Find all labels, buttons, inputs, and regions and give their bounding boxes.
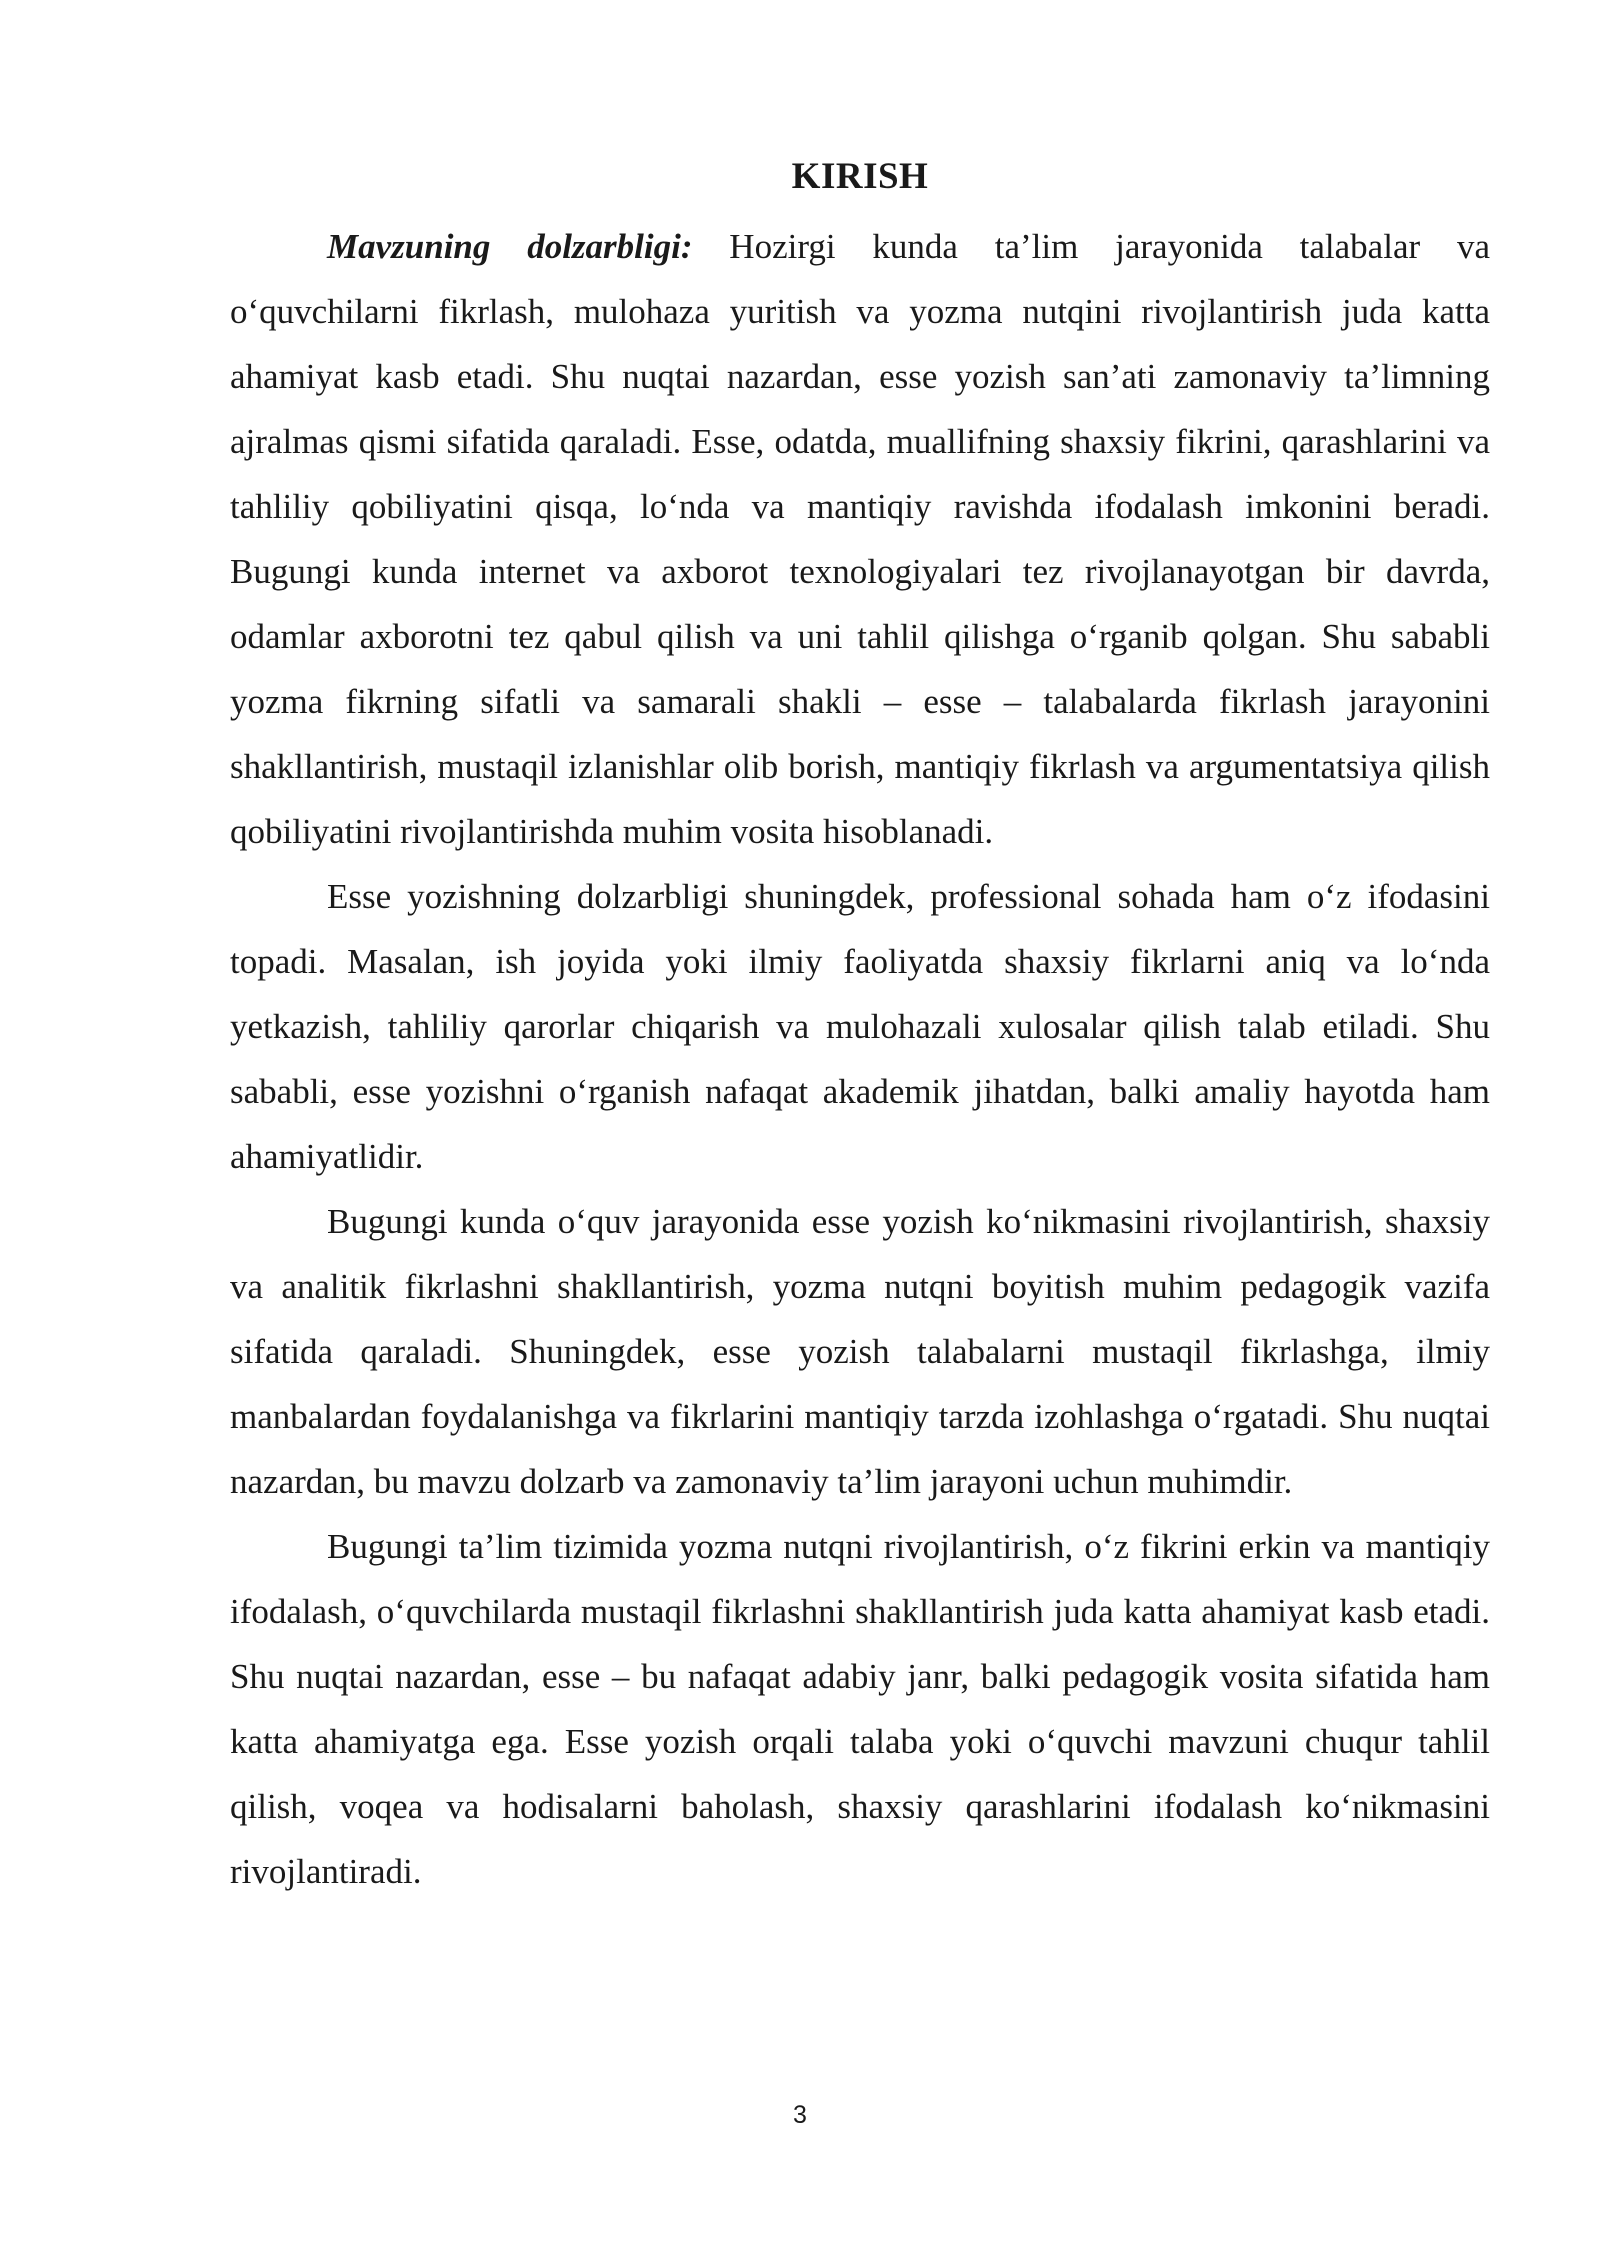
section-heading: KIRISH [791, 156, 929, 197]
paragraph-learning-process: Bugungi kunda o‘quv jarayonida esse yozish ko‘nikmasini rivojlantirish, shaxsiy va analitik fikrlashni shakllantirish, yozma nutqni boyitish muhim pedagogik vazifa sifatida qaraladi. Shuningdek, esse yozish talabalarni mustaqil fikrlashga, ilmiy manbalardan foydalanishga va fikrlarini mantiqiy tarzda izohlashga o‘rgatadi. Shu nuqtai nazardan, bu mavzu dolzarb va zamonaviy ta’lim jarayoni uchun muhimdir. [230, 1202, 1490, 1501]
paragraph-text: Hozirgi kunda ta’lim jarayonida talabalar va o‘quvchilarni fikrlash, mulohaza yuritish va yozma nutqini rivojlantirish juda katta ahamiyat kasb etadi. Shu nuqtai nazardan, esse yozish san’ati zamonaviy ta’limning ajralmas qismi sifatida qaraladi. Esse, odatda, muallifning shaxsiy fikrini, qarashlarini va tahliliy qobiliyatini qisqa, lo‘nda va mantiqiy ravishda ifodalash imkonini beradi. Bugungi kunda internet va axborot texnologiyalari tez rivojlanayotgan bir davrda, odamlar axborotni tez qabul qilish va uni tahlil qilishga o‘rganib qolgan. Shu sababli yozma fikrning sifatli va samarali shakli – esse – talabalarda fikrlash jarayonini shakllantirish, mustaqil izlanishlar olib borish, mantiqiy fikrlash va argumentatsiya qilish qobiliyatini rivojlantirishda muhim vosita hisoblanadi. [230, 227, 1490, 851]
paragraph-professional: Esse yozishning dolzarbligi shuningdek, professional sohada ham o‘z ifodasini topadi. Masalan, ish joyida yoki ilmiy faoliyatda shaxsiy fikrlarni aniq va lo‘nda yetkazish, tahliliy qarorlar chiqarish va mulohazali xulosalar qilish talab etiladi. Shu sababli, esse yozishni o‘rganish nafaqat akademik jihatdan, balki amaliy hayotda ham ahamiyatlidir. [230, 877, 1490, 1176]
page-number: 3 [793, 2101, 807, 2129]
paragraph-education-system: Bugungi ta’lim tizimida yozma nutqni rivojlantirish, o‘z fikrini erkin va mantiqiy ifodalash, o‘quvchilarda mustaqil fikrlashni shakllantirish juda katta ahamiyat kasb etadi. Shu nuqtai nazardan, esse – bu nafaqat adabiy janr, balki pedagogik vosita sifatida ham katta ahamiyatga ega. Esse yozish orqali talaba yoki o‘quvchi mavzuni chuqur tahlil qilish, voqea va hodisalarni baholash, shaxsiy qarashlarini ifodalash ko‘nikmasini rivojlantiradi. [230, 1527, 1490, 1891]
paragraph-lead-label: Mavzuning dolzarbligi: [327, 227, 693, 266]
paragraph-relevance [230, 214, 1490, 864]
document-page [230, 148, 1490, 1904]
